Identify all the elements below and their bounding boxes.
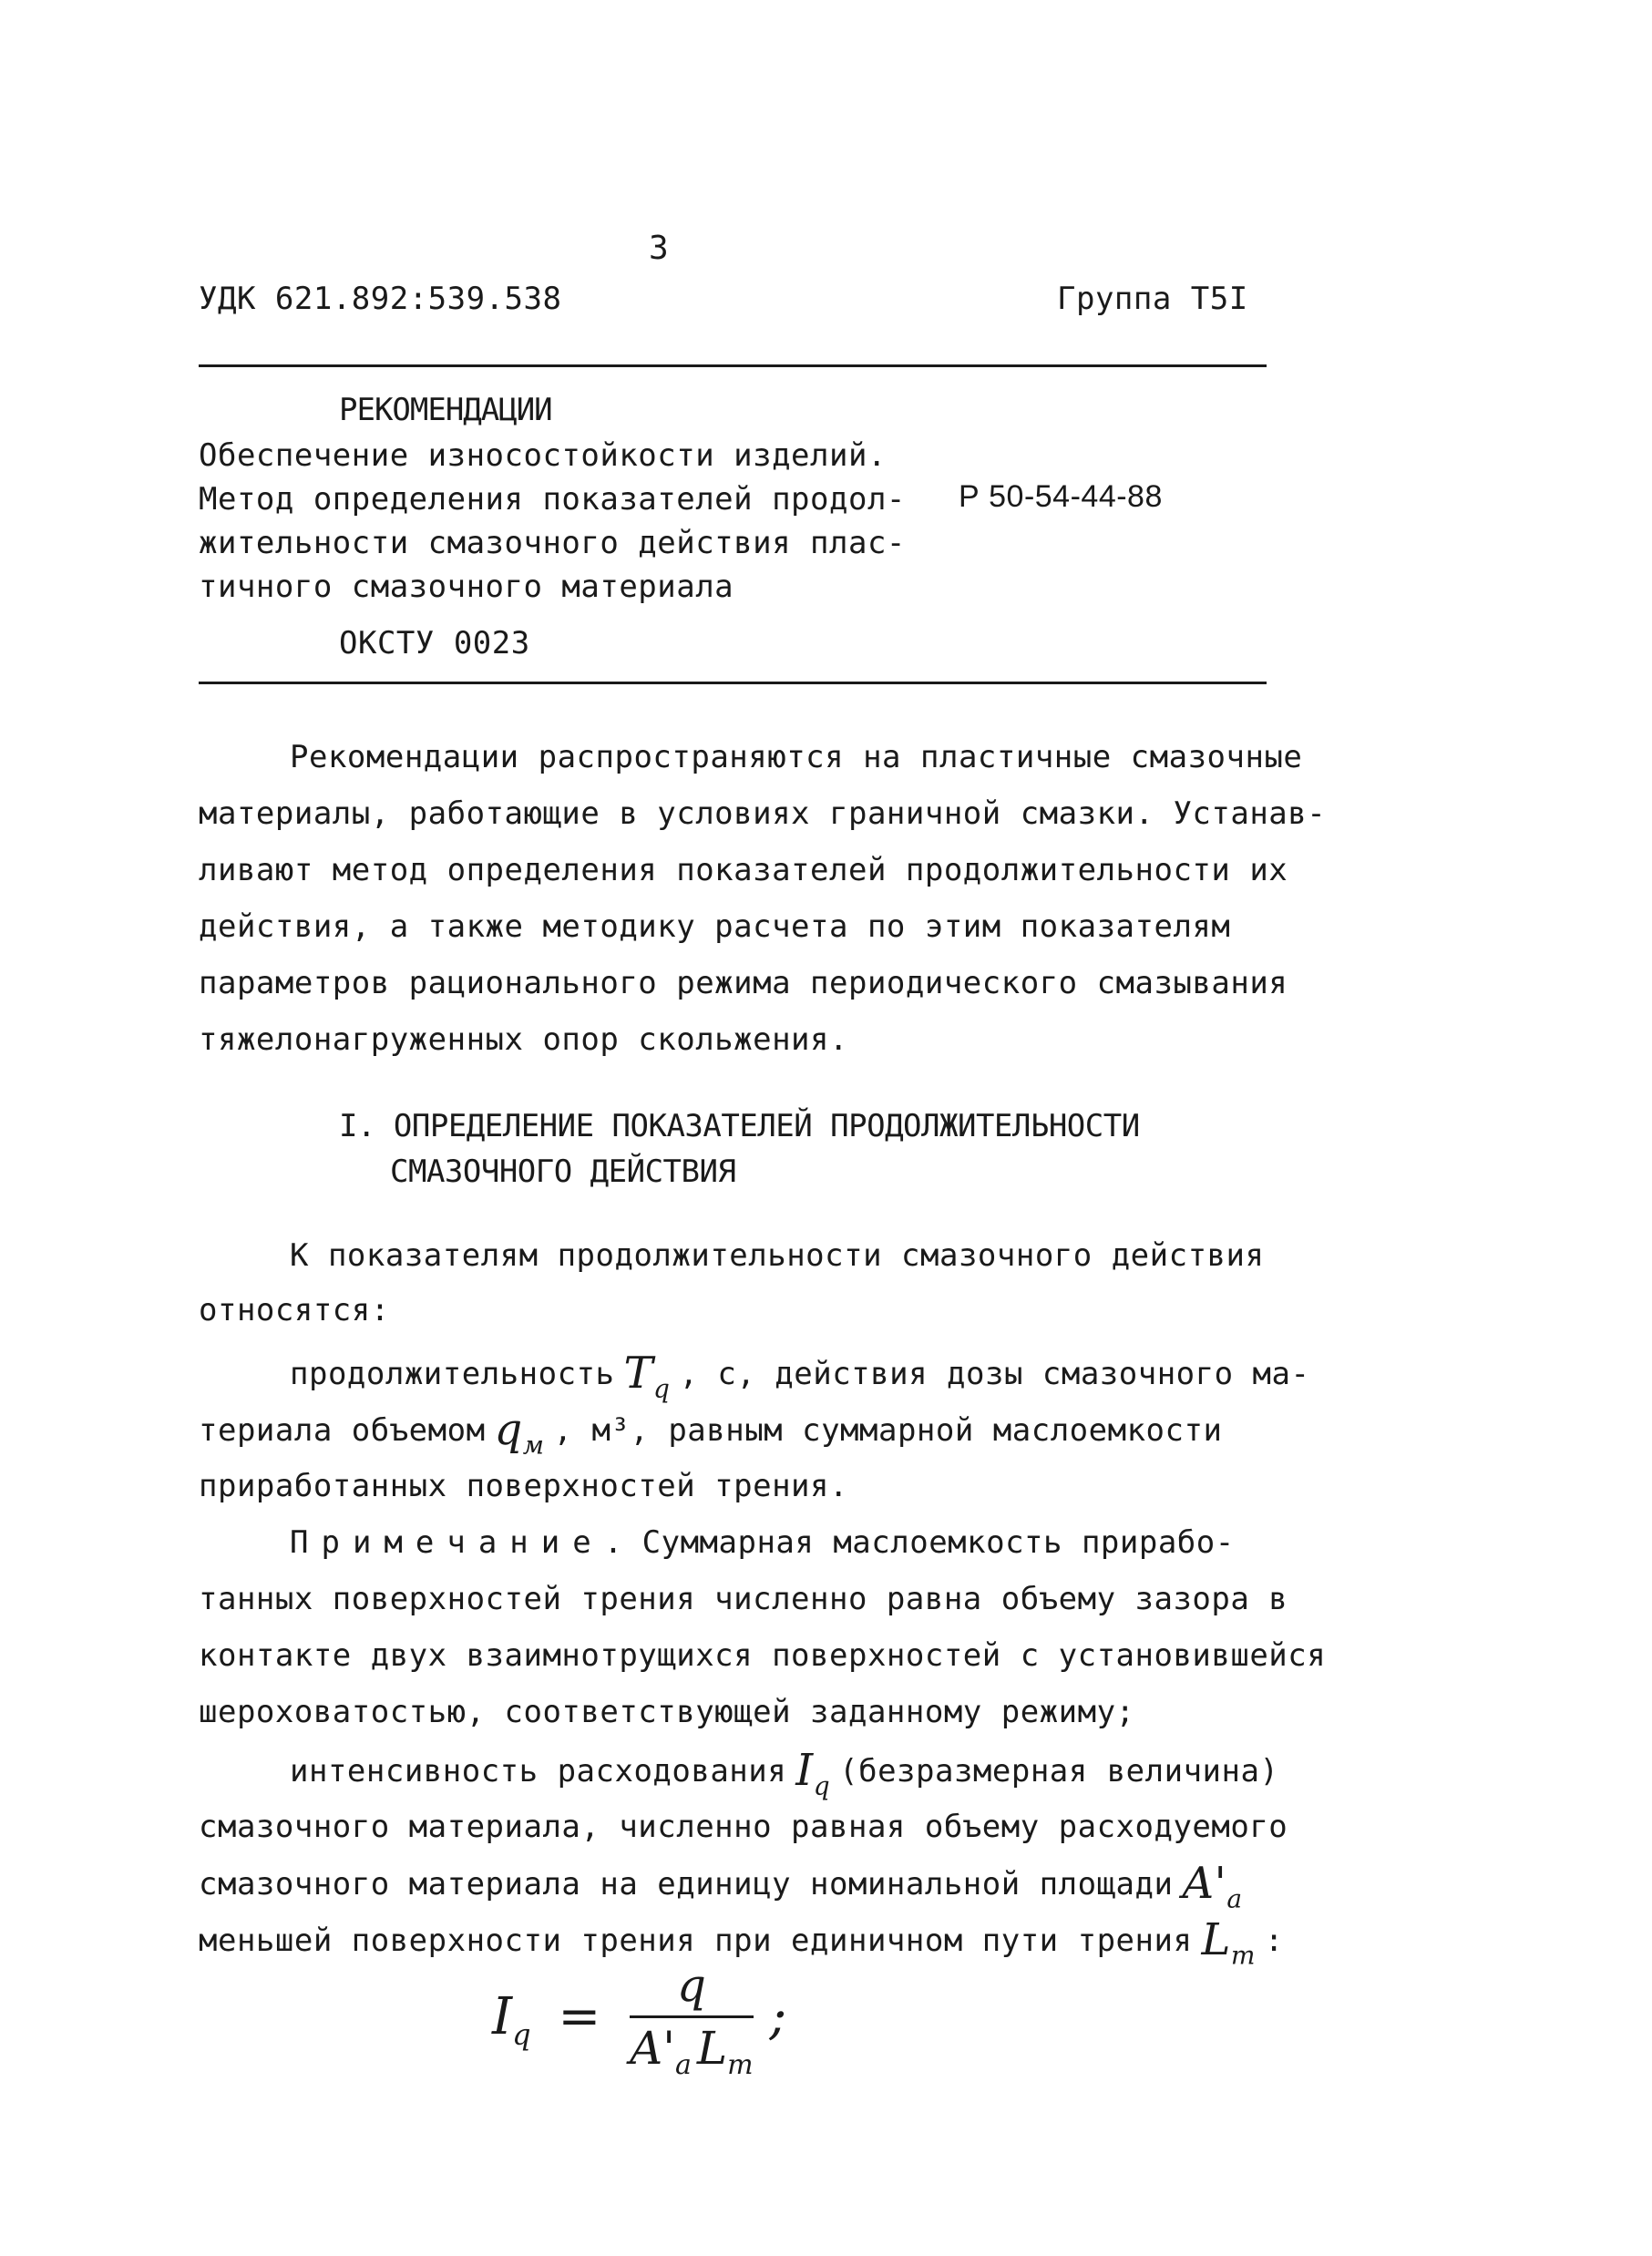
intro-line: Рекомендации распространяются на пластичные смазочные [290,739,1303,775]
symbol-T-subscript: q [653,1373,671,1404]
formula-den-A-subscript: a [675,2049,692,2081]
symbol-L [1201,1912,1255,1984]
symbol-q-letter: q [494,1404,523,1455]
item-intensity-line-3 [199,1855,1274,1912]
note-line-4: шероховатостью, соответствующей заданному режиму; [199,1694,1135,1730]
item-duration-text-c: териала объемом [199,1412,486,1449]
item-intensity-text-a: интенсивность расходования [290,1753,787,1789]
lead-line-1: К показателям продолжительности смазочного действия [290,1237,1265,1274]
title-line-3: жительности смазочного действия плас- [199,525,906,561]
formula-denominator [630,2018,753,2081]
title-line-1: Обеспечение износостойкости изделий. [199,437,887,474]
formula-equals: = [558,1986,601,2046]
note-paragraph [199,1514,1327,1740]
intensity-formula [492,1959,786,2081]
item-duration [199,1345,1310,1514]
formula-semicolon: ; [769,1986,787,2046]
intro-line: материалы, работающие в условиях граничной смазки. Устанав- [199,795,1327,832]
item-duration-text-b: , с, действия дозы смазочного ма- [679,1356,1310,1392]
intro-line: параметров рационального режима периодического смазывания [199,965,1288,1001]
symbol-I-letter: I [795,1745,814,1796]
title-line-2: Метод определения показателей продол- [199,481,906,518]
document-code: Р 50-54-44-88 [959,479,1163,514]
title-line-4: тичного смазочного материала [199,569,734,605]
formula-lhs-letter: I [492,1986,513,2046]
symbol-q-subscript: м [522,1430,545,1461]
formula-fraction [630,1959,753,2081]
intro-paragraph [199,729,1327,1068]
item-duration-text-a: продолжительность [290,1356,615,1392]
formula-numerator: q [630,1959,753,2018]
document-kind: РЕКОМЕНДАЦИИ [339,392,552,428]
symbol-T-letter: T [623,1348,654,1399]
section-heading-line-2: СМАЗОЧНОГО ДЕЙСТВИЯ [390,1154,736,1190]
top-rule [199,364,1267,367]
note-text-a: . Суммарная маслоемкость прирабо- [603,1524,1235,1561]
item-intensity-text-b: (безразмерная величина) [839,1753,1279,1789]
intro-line: ливают метод определения показателей продолжительности их [199,852,1288,888]
item-intensity-line-2: смазочного материала, численно равная объему расходуемого [199,1809,1288,1845]
group-code: Группа Т5I [1057,281,1248,317]
bottom-rule [199,682,1267,684]
formula-lhs-subscript: q [512,2016,531,2052]
item-duration-line-3: приработанных поверхностей трения. [199,1468,848,1504]
note-label: Примечание [290,1524,604,1561]
intro-line: действия, а также методику расчета по этим показателям [199,908,1231,945]
page-number: 3 [649,230,670,267]
item-duration-text-d: , м³, равным суммарной маслоемкости [553,1412,1223,1449]
item-intensity [199,1742,1288,1971]
note-line-3: контакте двух взаимнотрущихся поверхностей с установившейся [199,1637,1327,1674]
item-duration-line-2 [199,1401,1274,1461]
note-line-1 [199,1514,1274,1571]
formula-den-A: A' [630,2022,676,2075]
formula-den-L: L [696,2022,728,2075]
symbol-A-letter: A' [1182,1858,1227,1909]
symbol-L-subscript: т [1230,1940,1256,1971]
item-intensity-colon: : [1264,1923,1284,1959]
section-heading-line-1: I. ОПРЕДЕЛЕНИЕ ПОКАЗАТЕЛЕЙ ПРОДОЛЖИТЕЛЬНОСТИ [339,1108,1140,1144]
item-intensity-text-l4: меньшей поверхности трения при единичном пути трения [199,1923,1193,1959]
symbol-A-subscript: a [1226,1883,1243,1914]
formula-den-L-subscript: т [727,2049,754,2081]
item-intensity-text-l3: смазочного материала на единицу номинальной площади [199,1866,1174,1902]
note-line-2: танных поверхностей трения численно равна объему зазора в [199,1581,1288,1617]
formula-lhs [492,1986,531,2052]
item-intensity-line-1 [199,1742,1279,1801]
lead-line-2: относятся: [199,1292,390,1328]
symbol-I-subscript: q [813,1770,831,1801]
oksty-code: ОКСТУ 0023 [339,625,530,661]
intro-line: тяжелонагруженных опор скольжения. [199,1021,848,1058]
item-duration-line-1 [199,1345,1310,1404]
symbol-L-letter: L [1201,1914,1231,1965]
udk-code: УДК 621.892:539.538 [199,281,562,317]
